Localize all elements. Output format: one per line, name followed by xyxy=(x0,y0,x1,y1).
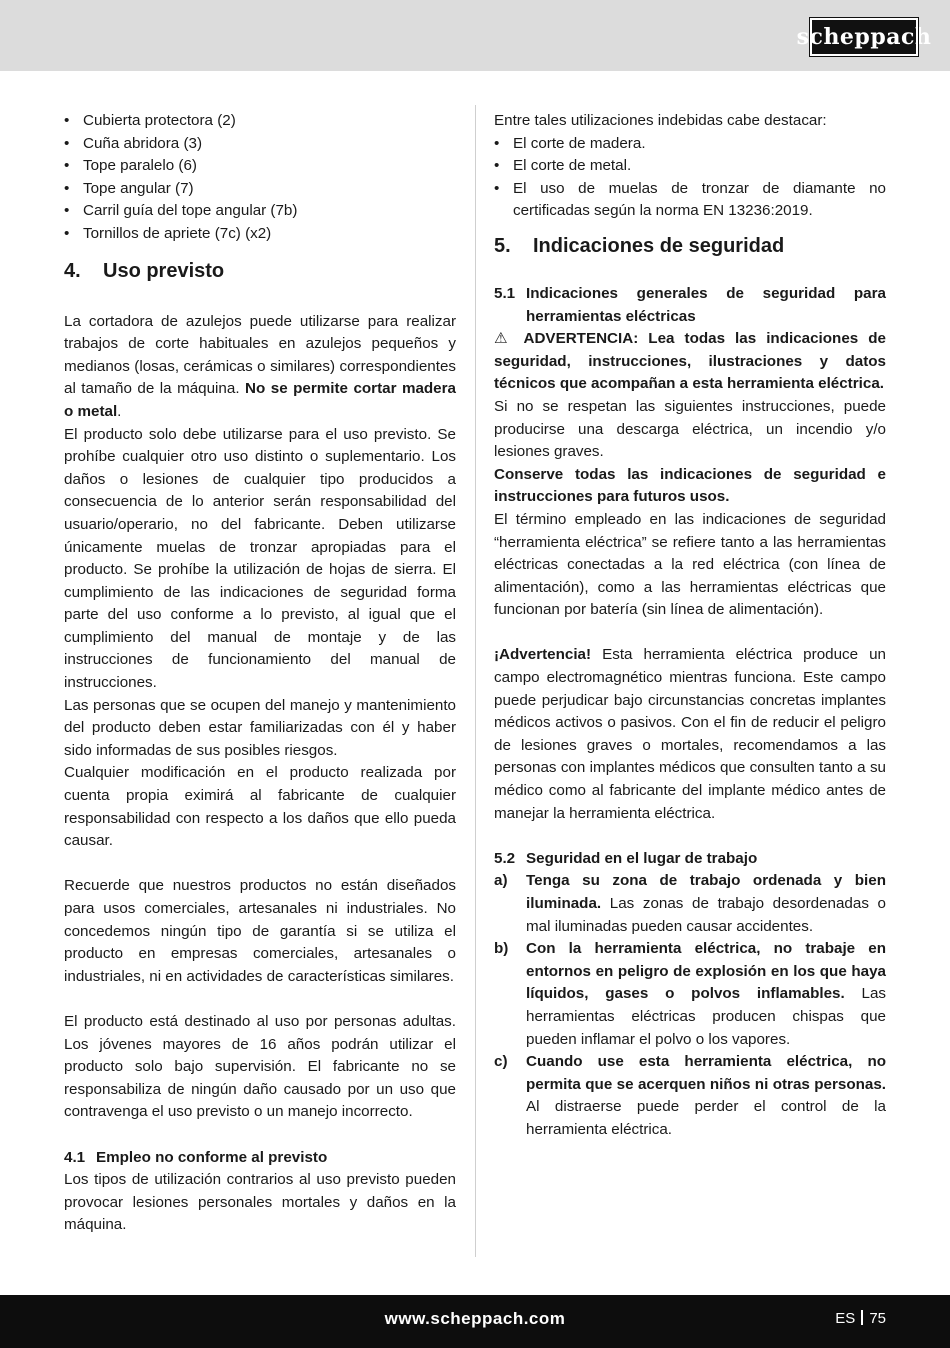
section-title: Indicaciones de seguridad xyxy=(533,234,785,257)
section-number: 5.2 xyxy=(494,849,516,867)
item-bold: Con la herramienta eléctrica, no trabaje en entornos en peligro de explosión en los que haya líquidos, gases o polvos inflamables. xyxy=(526,940,886,1003)
item-body: Las herramientas eléctricas producen chispas que pueden inflamar el polvo o los vapores. xyxy=(526,985,886,1048)
section-5-1-heading xyxy=(494,283,886,328)
paragraph-text: La cortadora de azulejos puede utilizarse para realizar trabajos de corte habituales en azulejos pequeños y medianos (losas, cerámicas o similares) correspondientes al tamaño de la máquina. xyxy=(64,312,456,398)
paragraph-bold: Conserve todas las indicaciones de seguridad e instrucciones para futuros usos. xyxy=(494,465,886,506)
list-item: • El uso de muelas de tronzar de diamante no certificadas según la norma EN 13236:2019. xyxy=(494,178,886,223)
footer-band xyxy=(0,1295,950,1348)
item-text xyxy=(526,1051,886,1141)
item-text xyxy=(526,938,886,1051)
paragraph-bold: No se permite cortar madera o metal xyxy=(64,380,456,420)
paragraph xyxy=(494,464,886,509)
list-item xyxy=(494,870,886,938)
item-body: Al distraerse puede perder el control de la herramienta eléctrica. xyxy=(526,1098,886,1138)
section-title: Empleo no conforme al previsto xyxy=(96,1148,328,1166)
page-number: 75 xyxy=(869,1310,886,1327)
header-band xyxy=(0,0,950,71)
warning-text: ADVERTENCIA: Lea todas las indicaciones de seguridad, instrucciones, ilustraciones y datos técnicos que acompañan a esta herramienta eléctrica. xyxy=(494,330,886,393)
paragraph-text: . xyxy=(117,402,122,420)
paragraph: El término empleado en las indicaciones de seguridad “herramienta eléctrica” se refiere tanto a las herramientas eléctricas conectadas a la red eléctrica (con línea de alimentación), como a las herramientas eléctricas que funcionan por batería (sin línea de alimentación). xyxy=(494,510,886,619)
paragraph: Recuerde que nuestros productos no están diseñados para usos comerciales, artesanales ni industriales. No concedemos ningún tipo de garantía si se utiliza el producto en empresas comerciales, artesanales o industriales, ni en actividades de características similares. xyxy=(64,877,456,985)
paragraph: Los tipos de utilización contrarios al uso previsto pueden provocar lesiones personales mortales y daños en la máquina. xyxy=(64,1171,456,1234)
warning-paragraph xyxy=(494,328,886,396)
section-title: Indicaciones generales de seguridad para herramientas eléctricas xyxy=(526,284,886,325)
paragraph-text: Esta herramienta eléctrica produce un campo electromagnético mientras funciona. Este campo puede perjudicar bajo circunstancias concretas implantes médicos activos o pasivos. Con el fin de reducir el peligro de lesiones graves o mortales, recomendamos a las personas con implantes médicos que consulten tanto a su médico como al fabricante del implante médico antes de manejar la herramienta eléctrica. xyxy=(494,646,886,822)
section-4-heading xyxy=(64,258,456,284)
scheppach-logo: scheppach xyxy=(810,18,918,56)
paragraph-bold: ¡Advertencia! xyxy=(494,646,592,664)
item-bold: Cuando use esta herramienta eléctrica, no permita que se acerquen niños ni otras personas. xyxy=(526,1053,886,1093)
paragraph xyxy=(64,311,456,424)
paragraph: Cualquier modificación en el producto realizada por cuenta propia eximirá al fabricante de cualquier responsabilidad con respecto a los daños que ello pueda causar. xyxy=(64,764,456,850)
paragraph: Si no se respetan las siguientes instrucciones, puede producirse una descarga eléctrica, un incendio y/o lesiones graves. xyxy=(494,397,886,461)
item-label: c) xyxy=(494,1053,508,1071)
separator xyxy=(861,1310,863,1325)
section-number: 4.1 xyxy=(64,1148,86,1166)
item-body: Las zonas de trabajo desordenadas o mal iluminadas pueden causar accidentes. xyxy=(526,895,886,935)
item-label: a) xyxy=(494,872,508,890)
warning-icon: ⚠ xyxy=(494,330,514,348)
list-item: • El corte de madera. xyxy=(494,133,886,156)
section-5-heading xyxy=(494,233,886,259)
paragraph: Las personas que se ocupen del manejo y mantenimiento del producto deben estar familiarizadas con él y haber sido informadas de sus posibles riesgos. xyxy=(64,696,456,759)
column-divider xyxy=(475,105,476,1257)
parts-list xyxy=(64,110,456,246)
list-item: • Tope angular (7) xyxy=(64,178,456,201)
paragraph: Entre tales utilizaciones indebidas cabe destacar: xyxy=(494,112,827,129)
list-item xyxy=(494,938,886,1051)
right-column xyxy=(494,110,886,1142)
item-text xyxy=(526,870,886,938)
language-code: ES xyxy=(835,1310,856,1327)
section-title: Seguridad en el lugar de trabajo xyxy=(526,849,758,867)
list-item: • El corte de metal. xyxy=(494,155,886,178)
paragraph xyxy=(494,644,886,825)
section-number: 5.1 xyxy=(494,284,516,302)
list-item: • Tope paralelo (6) xyxy=(64,155,456,178)
list-item xyxy=(494,1051,886,1141)
paragraph: El producto solo debe utilizarse para el uso previsto. Se prohíbe cualquier otro uso distinto o suplementario. Los daños o lesiones de cualquier tipo producidos a consecuencia de lo anterior serán responsabilidad del usuario/operario, no del fabricante. Deben utilizarse únicamente muelas de tronzar apropiadas para el producto. Se prohíbe la utilización de hojas de sierra. El cumplimiento de las indicaciones de seguridad forma parte del uso conforme a lo previsto, al igual que el cumplimiento del manual de montaje y de las instrucciones de funcionamiento del manual de instrucciones. xyxy=(64,425,456,692)
section-number: 4. xyxy=(64,259,81,282)
section-5-2-heading xyxy=(494,848,886,871)
paragraph: El producto está destinado al uso por personas adultas. Los jóvenes mayores de 16 años podrán utilizar el producto solo bajo supervisión. El fabricante no se responsabiliza de ningún daño causado por un uso que contravenga el uso previsto o un manejo incorrecto. xyxy=(64,1012,456,1121)
list-item: • Tornillos de apriete (7c) (x2) xyxy=(64,223,456,246)
left-column xyxy=(64,110,456,1237)
list-item: • Carril guía del tope angular (7b) xyxy=(64,200,456,223)
website-link[interactable]: www.scheppach.com xyxy=(384,1309,566,1328)
list-item: • Cubierta protectora (2) xyxy=(64,110,456,133)
list-item: • Cuña abridora (3) xyxy=(64,133,456,156)
section-number: 5. xyxy=(494,234,511,257)
item-label: b) xyxy=(494,940,509,958)
misuse-list xyxy=(494,133,886,223)
item-bold: Tenga su zona de trabajo ordenada y bien iluminada. xyxy=(526,872,886,912)
section-title: Uso previsto xyxy=(103,259,225,282)
section-4-1-heading xyxy=(64,1147,456,1170)
page-indicator xyxy=(835,1310,886,1327)
